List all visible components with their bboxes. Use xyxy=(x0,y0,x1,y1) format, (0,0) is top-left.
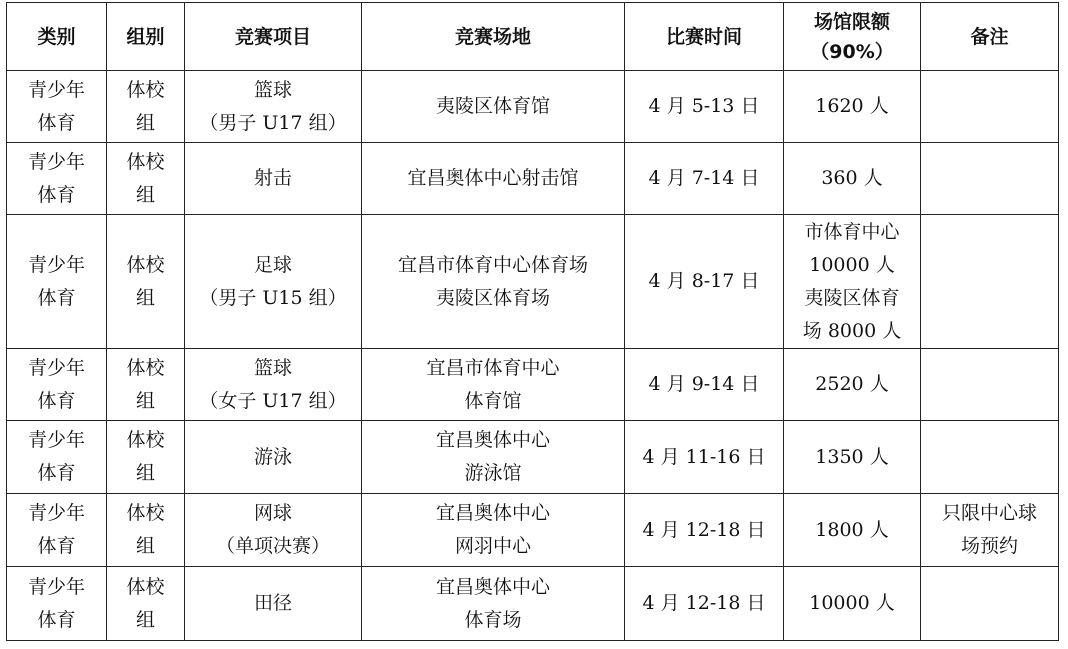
cell-category xyxy=(7,143,107,215)
cell-venue xyxy=(362,215,625,349)
cell-capacity-line: 1350 人 xyxy=(815,445,889,468)
cell-time-line: 4 月 5-13 日 xyxy=(648,95,760,117)
cell-group-line: 组 xyxy=(135,462,155,484)
cell-group-line: 体校 xyxy=(126,356,165,379)
cell-event xyxy=(185,421,362,494)
cell-time xyxy=(625,421,784,494)
cell-capacity xyxy=(784,143,921,215)
cell-category-line: 体育 xyxy=(37,286,76,309)
cell-venue-line: 体育场 xyxy=(464,608,522,631)
cell-remark xyxy=(921,567,1059,641)
cell-category-line: 青少年 xyxy=(27,575,85,598)
header-category: 类别 xyxy=(7,3,107,71)
cell-remark xyxy=(921,421,1059,494)
cell-time-line: 4 月 9-14 日 xyxy=(648,373,760,395)
cell-capacity-line: 10000 人 xyxy=(809,592,895,614)
cell-venue-line: 宜昌奥体中心射击馆 xyxy=(407,167,579,189)
cell-event-line: 篮球 xyxy=(253,78,292,101)
table-row xyxy=(7,494,1059,567)
cell-venue-line: 夷陵区体育场 xyxy=(435,286,550,309)
cell-capacity-line: 360 人 xyxy=(821,167,883,189)
cell-group-line: 体校 xyxy=(126,502,165,524)
cell-event xyxy=(185,349,362,421)
competition-schedule-table xyxy=(6,2,1059,641)
header-group: 组别 xyxy=(107,3,185,71)
cell-remark xyxy=(921,349,1059,421)
table-row xyxy=(7,215,1059,349)
cell-category-line: 体育 xyxy=(37,111,76,134)
cell-time xyxy=(625,349,784,421)
cell-group xyxy=(107,71,185,143)
cell-time xyxy=(625,143,784,215)
cell-time xyxy=(625,215,784,349)
cell-time xyxy=(625,494,784,567)
cell-capacity-line: 市体育中心 xyxy=(804,220,900,243)
cell-capacity-line: 夷陵区体育 xyxy=(804,286,900,309)
cell-capacity xyxy=(784,215,921,349)
cell-category xyxy=(7,71,107,143)
cell-event-line: （男子 U15 组） xyxy=(199,286,347,309)
cell-category xyxy=(7,494,107,567)
cell-venue-line: 宜昌奥体中心 xyxy=(435,575,550,598)
header-row xyxy=(7,3,1059,71)
cell-group-line: 组 xyxy=(135,389,155,412)
cell-category-line: 青少年 xyxy=(27,253,85,276)
cell-capacity-line: 10000 人 xyxy=(809,253,895,276)
cell-event-line: 网球 xyxy=(253,502,292,524)
cell-capacity xyxy=(784,494,921,567)
table-row xyxy=(7,567,1059,641)
cell-capacity-line: 2520 人 xyxy=(815,373,889,395)
cell-group-line: 组 xyxy=(135,183,155,206)
cell-time-line: 4 月 8-17 日 xyxy=(648,270,760,292)
cell-category-line: 青少年 xyxy=(27,502,85,524)
cell-group xyxy=(107,349,185,421)
header-capacity-line2: （90%） xyxy=(810,40,894,63)
cell-category-line: 青少年 xyxy=(27,150,85,173)
table-row xyxy=(7,71,1059,143)
cell-capacity-line: 1620 人 xyxy=(815,95,889,117)
cell-category xyxy=(7,567,107,641)
cell-event-line: 射击 xyxy=(253,167,292,189)
cell-remark xyxy=(921,215,1059,349)
header-venue: 竞赛场地 xyxy=(362,3,625,71)
cell-venue-line: 体育馆 xyxy=(464,389,522,412)
cell-capacity xyxy=(784,349,921,421)
cell-category-line: 体育 xyxy=(37,462,76,484)
cell-venue-line: 游泳馆 xyxy=(464,462,522,484)
cell-category-line: 体育 xyxy=(37,389,76,412)
cell-venue-line: 夷陵区体育馆 xyxy=(435,95,550,117)
table-row xyxy=(7,143,1059,215)
cell-group-line: 组 xyxy=(135,111,155,134)
cell-venue-line: 宜昌奥体中心 xyxy=(435,429,550,451)
cell-category-line: 体育 xyxy=(37,608,76,631)
cell-venue-line: 网羽中心 xyxy=(454,535,531,557)
header-capacity xyxy=(784,3,921,71)
cell-group-line: 组 xyxy=(135,535,155,557)
cell-event xyxy=(185,215,362,349)
cell-group xyxy=(107,494,185,567)
cell-venue xyxy=(362,71,625,143)
cell-time-line: 4 月 11-16 日 xyxy=(642,445,766,468)
table-body xyxy=(7,71,1059,641)
cell-category-line: 青少年 xyxy=(27,356,85,379)
cell-group-line: 体校 xyxy=(126,78,165,101)
cell-group-line: 体校 xyxy=(126,575,165,598)
cell-venue xyxy=(362,349,625,421)
cell-category xyxy=(7,421,107,494)
cell-venue xyxy=(362,567,625,641)
cell-event xyxy=(185,567,362,641)
cell-event-line: 足球 xyxy=(253,253,292,276)
header-event: 竞赛项目 xyxy=(185,3,362,71)
cell-event xyxy=(185,494,362,567)
cell-remark xyxy=(921,494,1059,567)
cell-capacity xyxy=(784,421,921,494)
header-remark: 备注 xyxy=(921,3,1059,71)
cell-time-line: 4 月 12-18 日 xyxy=(642,592,766,614)
cell-venue-line: 宜昌奥体中心 xyxy=(435,502,550,524)
cell-group-line: 体校 xyxy=(126,253,165,276)
cell-event-line: 田径 xyxy=(253,592,292,614)
table-row xyxy=(7,421,1059,494)
cell-remark-line: 只限中心球 xyxy=(941,502,1037,524)
cell-event xyxy=(185,71,362,143)
cell-category xyxy=(7,215,107,349)
cell-venue-line: 宜昌市体育中心 xyxy=(426,356,560,379)
cell-group xyxy=(107,143,185,215)
header-time: 比赛时间 xyxy=(625,3,784,71)
cell-venue-line: 宜昌市体育中心体育场 xyxy=(397,253,588,276)
cell-group-line: 组 xyxy=(135,286,155,309)
cell-category xyxy=(7,349,107,421)
cell-event-line: （男子 U17 组） xyxy=(199,111,347,134)
cell-group-line: 体校 xyxy=(126,429,165,451)
cell-event xyxy=(185,143,362,215)
cell-venue xyxy=(362,421,625,494)
cell-group xyxy=(107,215,185,349)
cell-time xyxy=(625,71,784,143)
cell-event-line: （女子 U17 组） xyxy=(199,389,347,412)
cell-event-line: （单项决赛） xyxy=(215,535,330,557)
cell-group xyxy=(107,567,185,641)
cell-remark-line: 场预约 xyxy=(960,535,1018,557)
cell-category-line: 青少年 xyxy=(27,78,85,101)
cell-capacity-line: 场 8000 人 xyxy=(802,319,902,342)
cell-group-line: 组 xyxy=(135,608,155,631)
cell-time-line: 4 月 12-18 日 xyxy=(642,518,766,541)
cell-remark xyxy=(921,71,1059,143)
cell-capacity xyxy=(784,567,921,641)
table-row xyxy=(7,349,1059,421)
cell-category-line: 体育 xyxy=(37,535,76,557)
cell-group xyxy=(107,421,185,494)
header-capacity-line1: 场馆限额 xyxy=(813,10,890,33)
cell-capacity-line: 1800 人 xyxy=(815,518,889,541)
cell-category-line: 体育 xyxy=(37,183,76,206)
cell-time xyxy=(625,567,784,641)
cell-venue xyxy=(362,143,625,215)
cell-event-line: 篮球 xyxy=(253,356,292,379)
cell-time-line: 4 月 7-14 日 xyxy=(648,167,760,189)
cell-venue xyxy=(362,494,625,567)
cell-event-line: 游泳 xyxy=(253,445,292,468)
cell-capacity xyxy=(784,71,921,143)
cell-category-line: 青少年 xyxy=(27,429,85,451)
cell-group-line: 体校 xyxy=(126,150,165,173)
cell-remark xyxy=(921,143,1059,215)
